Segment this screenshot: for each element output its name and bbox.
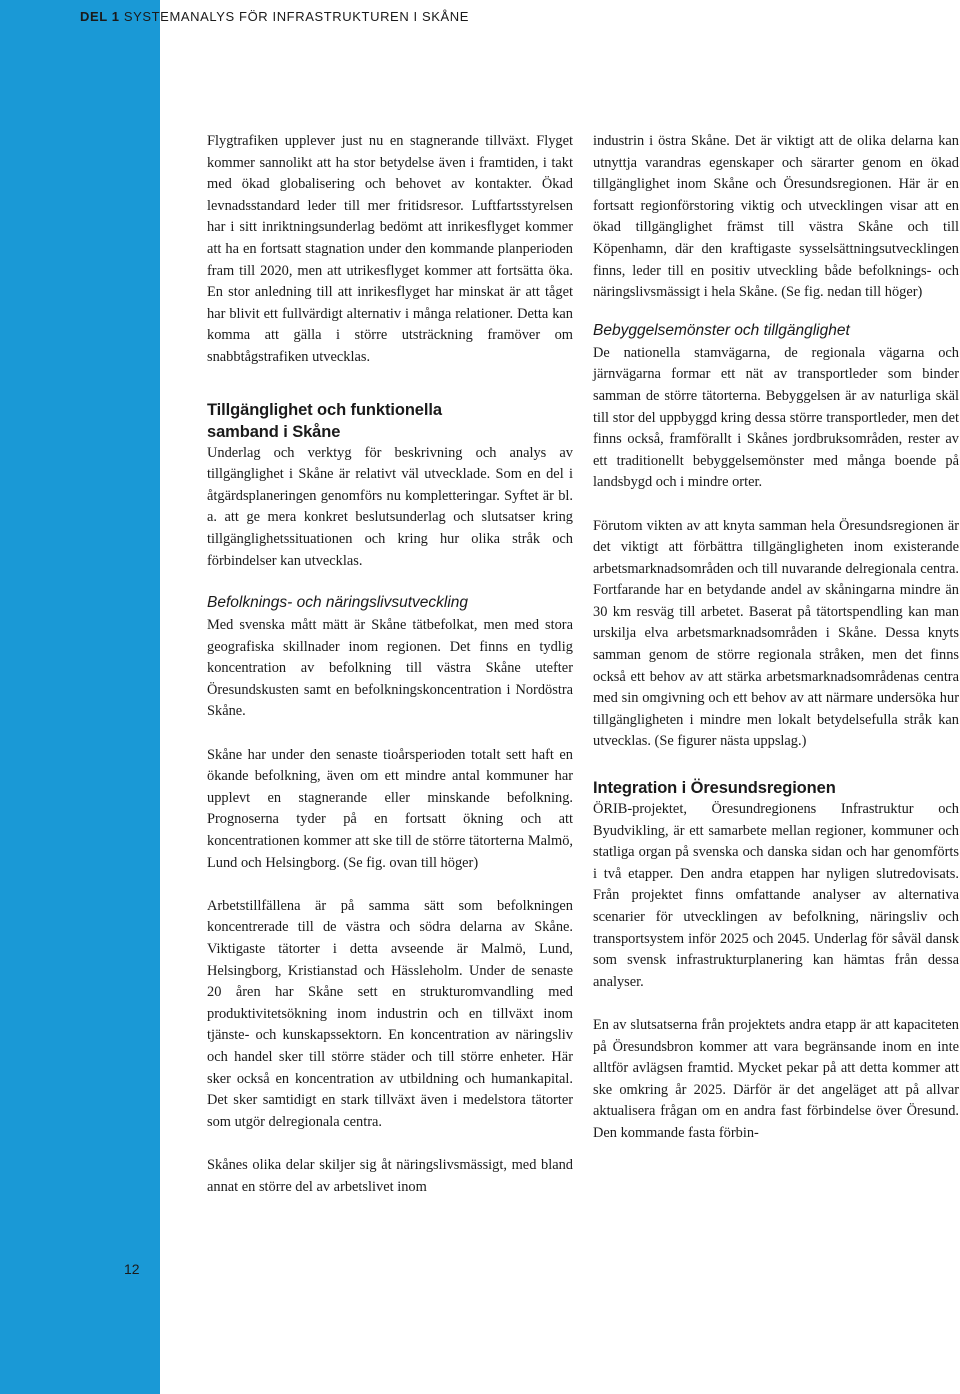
integration-paragraph-1: ÖRIB-projektet, Öresundregionens Infrastruktur och Byudvikling, är ett samarbete mellan regioner, kommuner och statliga organ på svenska och danska sidan och har genomförts i två etapper. Den andra etappen har nyligen slutredovisats. Från projektet finns omfattande analyser av alternativa scenarier för utvecklingen av befolkning, näringsliv och transportsystem inför 2025 och 2045. Underlag för såväl dansk som svensk infrastrukturplanering kan hämtas från dessa analyser. xyxy=(593,801,959,990)
settlement-paragraph-2: Förutom vikten av att knyta samman hela Öresundsregionen är det viktigt att förbättra tillgängligheten inom existerande arbetsmarknadsområden och till nuvarande delregionala centra. Fortfarande har en betydande andel av skåningarna mindre än 30 km resväg till arbetet. Baserat på tätortspendling kan man urskilja elva arbetsmarknadsområden i Skåne. Dessa knyts samman genom de större regionala stråken, men det finns också ett behov av att stärka arbetsmarknadsområdenas centra med sin omgivning och ett behov av att närmare undersöka hur tillgängligheten i mindre men lokalt betydelsefulla stråk kan utvecklas. (Se figurer nästa uppslag.) xyxy=(593,517,959,750)
subheading-bebyggelse: Bebyggelsemönster och tillgänglighet xyxy=(593,321,850,339)
subheading-befolkning: Befolknings- och näringslivsutveckling xyxy=(207,594,469,612)
sidebar-color-band xyxy=(0,0,160,1394)
settlement-paragraph-1: De nationella stamvägarna, de regionala vägarna och järnvägarna formar ett nät av transportleder som binder samman de större tätorterna. Bebyggelsen är av naturliga skäl till stor del uppbyggd kring dessa större transportleder, men det finns också, framförallt i Skånes jordbruksområden, rester av ett traditionellt bebyggelsemönster med många boende på landsbygd och i mindre orter. xyxy=(593,344,959,491)
continued-paragraph: industrin i östra Skåne. Det är viktigt att de olika delarna kan utnyttja varandras egenskaper och särarter genom en ökad tillgänglighet inom Skåne och Öresundsregionen. Här är en fortsatt regionförstoring viktig och utvecklingen visar att en ökad tillgänglighet främst till västra Skåne och till Köpenhamn, där den kraftigaste sysselsättningsutvecklingen finns, leder till en positiv utveckling både befolknings- och näringslivsmässigt i hela Skåne. (Se fig. nedan till höger) xyxy=(593,133,959,301)
page-number: 12 xyxy=(124,1261,140,1277)
running-header-title: SYSTEMANALYS FÖR INFRASTRUKTUREN I SKÅNE xyxy=(123,9,470,24)
heading-tillganglighet-line1: Tillgänglighet och funktionella xyxy=(207,400,442,419)
running-header xyxy=(80,9,469,24)
right-column xyxy=(593,131,959,1145)
running-header-part: DEL 1 xyxy=(80,9,120,24)
heading-tillganglighet-line2: samband i Skåne xyxy=(207,422,341,441)
integration-paragraph-2: En av slutsatserna från projektets andra etapp är att kapaciteten på Öresundsbron kommer att vara begränsande inom en inte alltför avlägsen framtid. Mycket pekar på att detta kommer att ske omkring år 2025. Därför är det angeläget att på allvar aktualisera frågan om en andra fast förbindelse över Öresund. Den kommande fasta förbin- xyxy=(593,1016,959,1141)
population-paragraph-1: Med svenska mått mätt är Skåne tätbefolkat, men med stora geografiska skillnader inom regionen. Det finns en tydlig koncentration av befolkning till västra Skåne utefter Öresundskusten samt en befolkningskoncentration i Nordöstra Skåne. xyxy=(207,617,573,720)
population-paragraph-2: Skåne har under den senaste tioårsperioden totalt sett haft en ökande befolkning, även om ett mindre antal kommuner har upplevt en stagnerande eller minskande befolkning. Prognoserna tyder på en fortsatt ökning och att koncentrationen kommer att ske till de större tätorterna Malmö, Lund och Helsingborg. (Se fig. ovan till höger) xyxy=(207,746,573,871)
heading-integration: Integration i Öresundsregionen xyxy=(593,779,836,798)
population-paragraph-3: Arbetstillfällena är på samma sätt som befolkningen koncentrerade till de västra och södra delarna av Skåne. Viktigaste tätorter i detta avseende är Malmö, Lund, Helsingborg, Kristianstad och Hässleholm. Under de senaste 20 åren har Skåne sett en strukturomvandling med produktivitetsökning inom industrin och en tillväxt inom tjänste- och kunskapssektorn. En koncentration av näringsliv och handel sker till större städer och till större enheter. Här sker också en koncentration av utbildning och humankapital. Det sker samtidigt en stark tillväxt även i medelstora tätorter som utgör delregionala centra. xyxy=(207,897,573,1130)
heading-tillganglighet xyxy=(207,399,573,443)
left-column xyxy=(207,131,573,1198)
intro-paragraph: Flygtrafiken upplever just nu en stagnerande tillväxt. Flyget kommer sannolikt att ha stor betydelse även i framtiden, i takt med ökad globalisering och behovet av kontakter. Ökad levnadsstandard leder till mer fritidsresor. Luftfartsstyrelsen har i sitt inriktningsunderlag bedömt att inrikesflyget kommer att ha en fortsatt stagnation under den kommande planperioden fram till 2020, men att utrikesflyget kommer att fortsätta öka. En stor anledning till att inrikesflyget har minskat är att tåget har blivit ett fullvärdigt alternativ i många relationer. Detta kan komma att gälla i större utsträckning framöver om snabbtågstrafiken utvecklas. xyxy=(207,133,573,365)
access-paragraph: Underlag och verktyg för beskrivning och analys av tillgänglighet i Skåne är relativt väl utvecklade. Som en del i åtgärdsplaneringen genomförs nu kompletteringar. Syftet är bl. a. att ge mera konkret beslutsunderlag och slutsatser kring tillgänglighetssituationen och kring hur olika stråk och förbindelser kan utvecklas. xyxy=(207,444,573,569)
population-paragraph-4: Skånes olika delar skiljer sig åt näringslivsmässigt, med bland annat en större del av arbetslivet inom xyxy=(207,1156,573,1195)
